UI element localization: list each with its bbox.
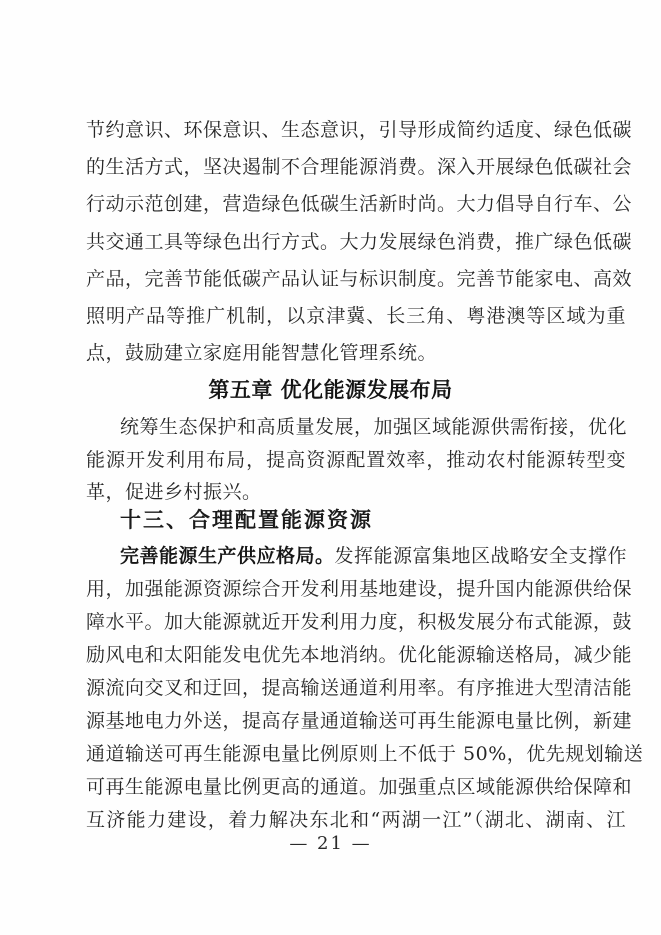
text-line: 能源开发利用布局，提高资源配置效率，推动农村能源转型变 <box>86 448 626 471</box>
text-line: 通道输送可再生能源电量比例原则上不低于 50%，优先规划输送 <box>86 743 644 765</box>
text-line: 可再生能源电量比例更高的通道。加强重点区域能源供给保障和 <box>86 776 633 798</box>
text-line-rest: 发挥能源富集地区战略安全支撑作 <box>334 545 628 567</box>
bold-lead-text: 完善能源生产供应格局。 <box>120 545 335 567</box>
text-line: 励风电和太阳能发电优先本地消纳。优化能源输送格局，减少能 <box>86 644 633 666</box>
text-line: 节约意识、环保意识、生态意识，引导形成简约适度、绿色低碳 <box>86 119 633 141</box>
text-line: 障水平。加大能源就近开发利用力度，积极发展分布式能源，鼓 <box>86 611 633 633</box>
paragraph-energy-allocation <box>86 540 644 837</box>
text-line: 革，促进乡村振兴。 <box>86 481 262 503</box>
text-line: 共交通工具等绿色出行方式。大力发展绿色消费，推广绿色低碳 <box>86 230 633 253</box>
text-line: 源流向交叉和迂回，提高输送通道利用率。有序推进大型清洁能 <box>86 677 633 699</box>
text-line <box>86 540 626 573</box>
text-line: 的生活方式，坚决遏制不合理能源消费。深入开展绿色低碳社会 <box>86 156 633 179</box>
text-line: 统筹生态保护和高质量发展，加强区域能源供需衔接，优化 <box>120 416 628 438</box>
page-number: — 21 — <box>289 833 372 854</box>
text-line: 源基地电力外送，提高存量通道输送可再生能源电量比例，新建 <box>86 710 633 732</box>
text-line: 用，加强能源资源综合开发利用基地建设，提升国内能源供给保 <box>86 578 633 600</box>
text-line: 产品，完善节能低碳产品认证与标识制度。完善节能家电、高效 <box>86 267 633 290</box>
text-line: 行动示范创建，营造绿色低碳生活新时尚。大力倡导自行车、公 <box>86 193 633 216</box>
paragraph-overall-plan <box>86 411 626 509</box>
text-line: 照明产品等推广机制，以京津冀、长三角、粤港澳等区域为重 <box>86 305 626 328</box>
chapter-heading: 第五章 优化能源发展布局 <box>208 377 453 402</box>
paragraph-green-lifestyle <box>86 112 633 372</box>
text-line: 互济能力建设，着力解决东北和“两湖一江”（湖北、湖南、江 <box>86 809 626 831</box>
section-heading: 十三、合理配置能源资源 <box>120 508 373 532</box>
text-line: 点，鼓励建立家庭用能智慧化管理系统。 <box>86 342 438 365</box>
